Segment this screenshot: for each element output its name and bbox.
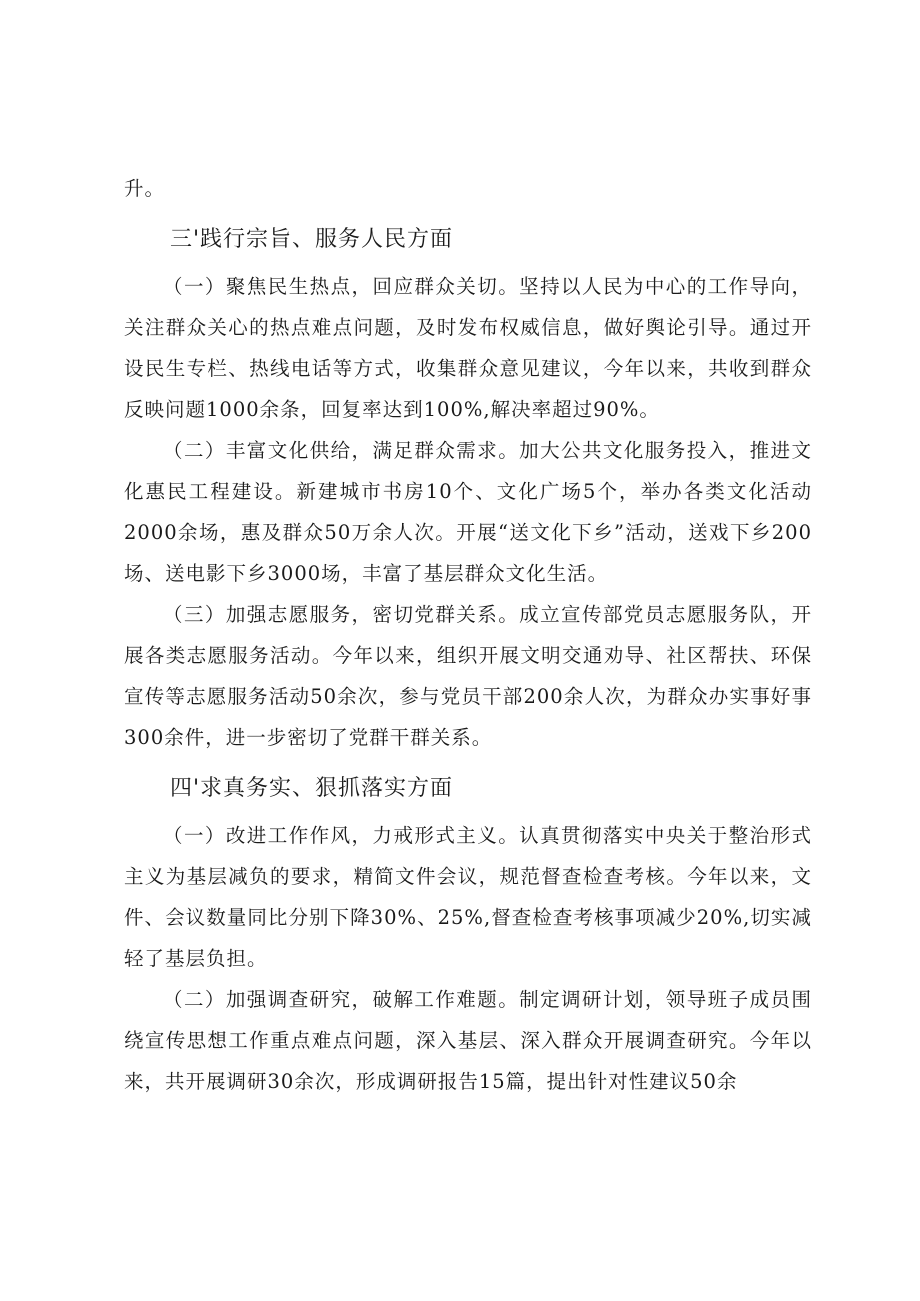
paragraph-4-1: （一）改进工作作风，力戒形式主义。认真贯彻落实中央关于整治形式主义为基层减负的要求，精简文件会议，规范督查检查考核。今年以来，文件、会议数量同比分别下降30%、25%,督查检查考核事项减少20%,切实减轻了基层负担。	[124, 824, 812, 970]
paragraph-3-3: （三）加强志愿服务，密切党群关系。成立宣传部党员志愿服务队，开展各类志愿服务活动。今年以来，组织开展文明交通劝导、社区帮扶、环保宣传等志愿服务活动50余次，参与党员干部200余人次，为群众办实事好事300余件，进一步密切了党群干群关系。	[124, 603, 812, 749]
paragraph-3-1: （一）聚焦民生热点，回应群众关切。坚持以人民为中心的工作导向，关注群众关心的热点难点问题，及时发布权威信息，做好舆论引导。通过开设民生专栏、热线电话等方式，收集群众意见建议，今年以来，共收到群众反映问题1000余条，回复率达到100%,解决率超过90%。	[124, 275, 812, 421]
section-heading-4: 四'求真务实、狠抓落实方面	[170, 776, 454, 801]
section-heading-3: 三'践行宗旨、服务人民方面	[170, 227, 454, 252]
paragraph-4-2: （二）加强调查研究，破解工作难题。制定调研计划，领导班子成员围绕宣传思想工作重点难点问题，深入基层、深入群众开展调查研究。今年以来，共开展调研30余次，形成调研报告15篇，提出针对性建议50余	[124, 988, 812, 1093]
document-body	[124, 168, 812, 1102]
continued-paragraph: 升。	[124, 177, 166, 200]
paragraph-3-2: （二）丰富文化供给，满足群众需求。加大公共文化服务投入，推进文化惠民工程建设。新建城市书房10个、文化广场5个，举办各类文化活动2000余场，惠及群众50万余人次。开展“送文化下乡”活动，送戏下乡200场、送电影下乡3000场，丰富了基层群众文化生活。	[124, 439, 812, 585]
